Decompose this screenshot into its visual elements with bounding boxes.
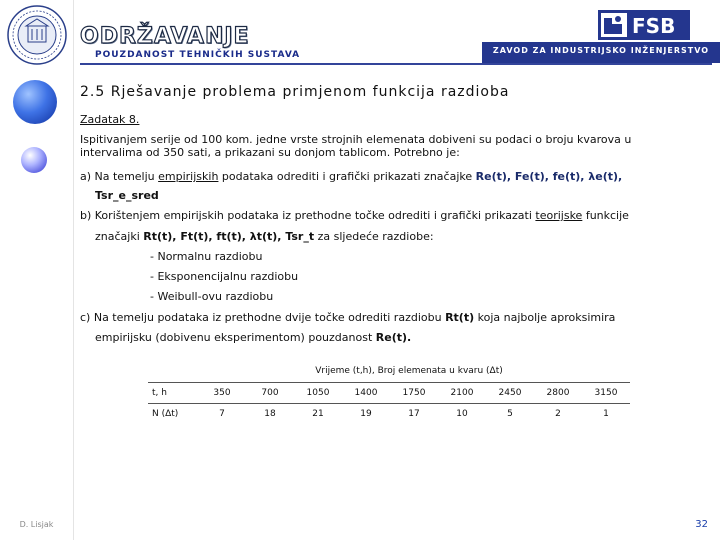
purple-sphere-decoration [21, 147, 47, 173]
task-item-c: c) Na temelju podataka iz prethodne dvije točke odrediti razdiobu Rt(t) koja najbolje aproksimira [80, 311, 616, 324]
table-cell: 1050 [306, 388, 330, 398]
header-subtitle: POUZDANOST TEHNIČKIH SUSTAVA [95, 50, 301, 60]
task-item-b: b) Korištenjem empirijskih podataka iz prethodne točke odrediti i grafički prikazati teorijske funkcije [80, 209, 629, 222]
table-cell: 18 [264, 409, 276, 419]
row-label: N (Δt) [152, 409, 179, 419]
section-title: 2.5 Rješavanje problema primjenom funkcija razdioba [80, 84, 510, 100]
page-number: 32 [695, 519, 708, 530]
header-divider [80, 63, 712, 65]
table-cell: 2 [555, 409, 561, 419]
a-symbols: Re(t), Fe(t), fe(t), λe(t), [475, 170, 623, 183]
table-cell: 21 [312, 409, 324, 419]
table-cell: 7 [219, 409, 225, 419]
task-intro [80, 133, 710, 159]
table-cell: 2100 [450, 388, 474, 398]
b-symbols: Rt(t), Ft(t), ft(t), λt(t), Tsr_t [143, 230, 315, 243]
blue-sphere-decoration [13, 80, 57, 124]
intro-line-1: Ispitivanjem serije od 100 kom. jedne vrste strojnih elemenata dobiveni su podaci o broju kvarova u [80, 133, 632, 146]
table-cell: 19 [360, 409, 372, 419]
table-cell: 1400 [354, 388, 378, 398]
table-row-time [148, 383, 630, 404]
table-cell: 10 [456, 409, 468, 419]
distribution-exponential: - Eksponencijalnu razdiobu [150, 270, 299, 283]
distribution-normal: - Normalnu razdiobu [150, 250, 263, 263]
university-seal-icon [6, 4, 68, 66]
table-cell: 5 [507, 409, 513, 419]
table-cell: 17 [408, 409, 420, 419]
task-heading: Zadatak 8. [80, 113, 140, 126]
author-label: D. Lisjak [19, 520, 54, 529]
fsb-logo-icon [598, 10, 690, 40]
header-title: ODRŽAVANJE [80, 24, 250, 49]
distribution-weibull: - Weibull-ovu razdiobu [150, 290, 274, 303]
institute-name: ZAVOD ZA INDUSTRIJSKO INŽENJERSTVO [492, 46, 710, 55]
failure-data-table [148, 360, 630, 424]
intro-line-2: intervalima od 350 sati, a prikazani su donjom tablicom. Potrebno je: [80, 146, 460, 159]
table-caption: Vrijeme (t,h), Broj elemenata u kvaru (Δt) [315, 366, 503, 376]
task-item-a: a) Na temelju empirijskih podataka odrediti i grafički prikazati značajke Re(t), Fe(t), fe(t), λe(t), [80, 170, 623, 183]
table-cell: 1 [603, 409, 609, 419]
table-cell: 700 [261, 388, 279, 398]
fsb-logo-text: FSB [632, 14, 676, 38]
table-cell: 1750 [402, 388, 426, 398]
table-cell: 350 [213, 388, 231, 398]
table-cell: 2800 [546, 388, 570, 398]
row-label: t, h [152, 388, 167, 398]
table-row-failures [148, 404, 630, 425]
table-cell: 3150 [594, 388, 618, 398]
table-cell: 2450 [498, 388, 522, 398]
task-item-b-line2: značajki Rt(t), Ft(t), ft(t), λt(t), Tsr_t za sljedeće razdiobe: [95, 230, 434, 243]
task-item-a-tmean: Tsr_e_sred [95, 189, 159, 202]
task-item-c-line2: empirijsku (dobivenu eksperimentom) pouzdanost Re(t). [95, 331, 412, 344]
